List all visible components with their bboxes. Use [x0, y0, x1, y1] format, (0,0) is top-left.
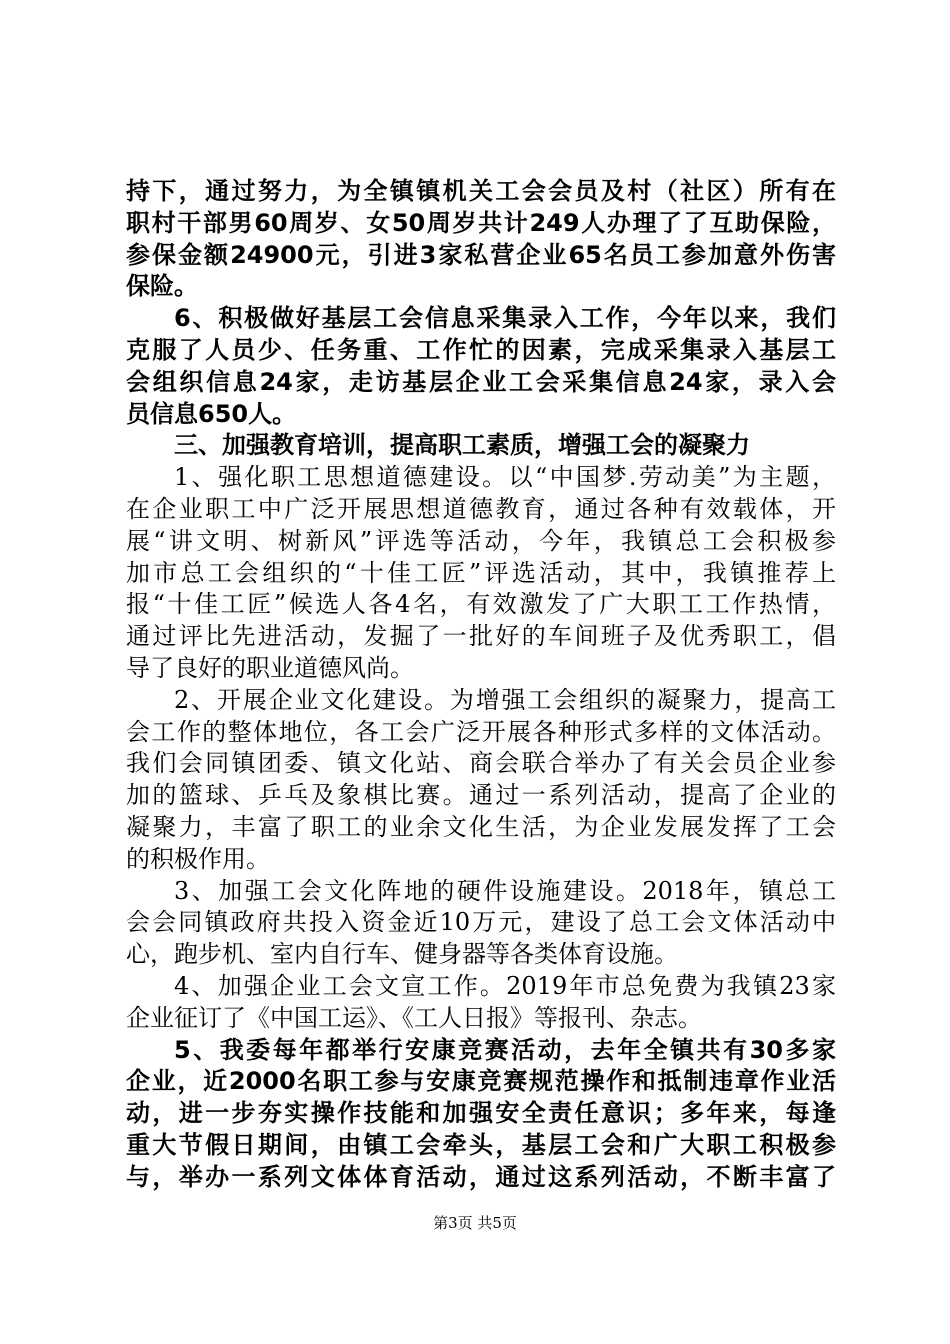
page-number-footer: 第3页 共5页 — [433, 1214, 517, 1232]
text-line: 职村干部男60周岁、女50周岁共计249人办理了了互助保险， — [126, 208, 836, 237]
text-line: 企业，近2000名职工参与安康竞赛规范操作和抵制违章作业活 — [126, 1067, 836, 1096]
text-line: 展“讲文明、树新风”评选等活动，今年，我镇总工会积极参 — [126, 526, 836, 555]
text-line: 加市总工会组织的“十佳工匠”评选活动，其中，我镇推荐上 — [126, 558, 836, 587]
text-line: 与，举办一系列文体体育活动，通过这系列活动，不断丰富了 — [126, 1162, 836, 1191]
text-line: 会会同镇政府共投入资金近10万元，建设了总工会文体活动中 — [126, 908, 836, 937]
text-line: 员信息650人。 — [126, 399, 297, 428]
text-line: 会组织信息24家，走访基层企业工会采集信息24家，录入会 — [126, 367, 836, 396]
text-line: 持下，通过努力，为全镇镇机关工会会员及村（社区）所有在 — [126, 177, 836, 205]
text-line: 会工作的整体地位，各工会广泛开展各种形式多样的文体活动。 — [126, 717, 836, 746]
text-line: 保险。 — [126, 272, 198, 301]
text-line: 6、积极做好基层工会信息采集录入工作，今年以来，我们 — [174, 304, 836, 333]
text-line: 通过评比先进活动，发掘了一批好的车间班子及优秀职工，倡 — [126, 622, 836, 651]
text-line: 2、开展企业文化建设。为增强工会组织的凝聚力，提高工 — [174, 685, 836, 714]
text-line: 重大节假日期间，由镇工会牵头，基层工会和广大职工积极参 — [126, 1130, 836, 1159]
text-line: 克服了人员少、任务重、工作忙的因素，完成采集录入基层工 — [126, 335, 836, 364]
text-line: 的积极作用。 — [126, 844, 270, 873]
text-line: 凝聚力，丰富了职工的业余文化生活，为企业发展发挥了工会 — [126, 812, 836, 841]
text-line: 5、我委每年都举行安康竞赛活动，去年全镇共有30多家 — [174, 1035, 836, 1064]
text-line: 心，跑步机、室内自行车、健身器等各类体育设施。 — [126, 940, 678, 969]
text-line: 4、加强企业工会文宣工作。2019年市总免费为我镇23家 — [174, 971, 836, 1000]
text-line: 动，进一步夯实操作技能和加强安全责任意识；多年来，每逢 — [126, 1099, 836, 1128]
text-line: 3、加强工会文化阵地的硬件设施建设。2018年，镇总工 — [174, 876, 836, 905]
text-line: 1、强化职工思想道德建设。以“中国梦.劳动美”为主题， — [174, 463, 836, 492]
text-line: 参保金额24900元，引进3家私营企业65名员工参加意外伤害 — [126, 240, 836, 269]
text-line: 我们会同镇团委、镇文化站、商会联合举办了有关会员企业参 — [126, 749, 836, 778]
text-line: 企业征订了《中国工运》、《工人日报》等报刊、杂志。 — [126, 1003, 702, 1032]
document-body — [126, 176, 836, 1194]
text-line: 报“十佳工匠”候选人各4名，有效激发了广大职工工作热情， — [126, 590, 836, 619]
text-line: 导了良好的职业道德风尚。 — [126, 653, 414, 682]
text-line: 在企业职工中广泛开展思想道德教育，通过各种有效载体，开 — [126, 494, 836, 523]
section-heading: 三、加强教育培训，提高职工素质，增强工会的凝聚力 — [174, 431, 750, 460]
text-line: 加的篮球、乒乓及象棋比赛。通过一系列活动，提高了企业的 — [126, 781, 836, 810]
